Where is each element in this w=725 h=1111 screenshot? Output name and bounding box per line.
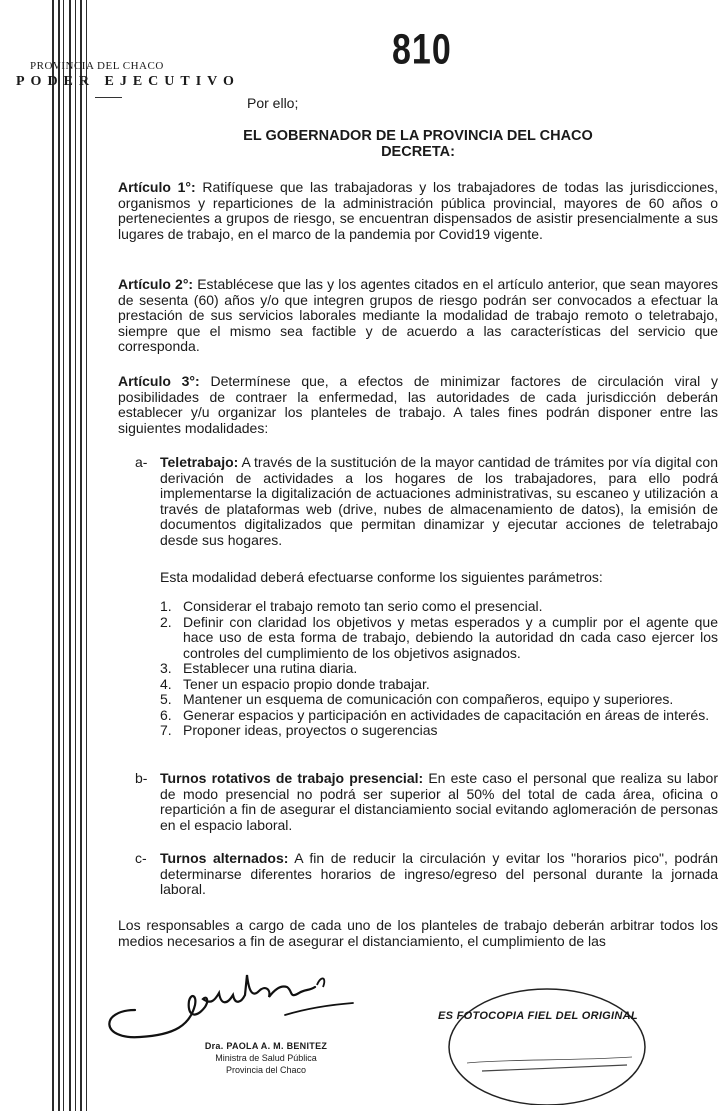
modality-a-marker: a- [135, 454, 148, 470]
modality-c-marker: c- [135, 850, 147, 866]
list-item: 7. Proponer ideas, proyectos o sugerencias [160, 722, 438, 738]
article-2-label: Artículo 2°: [118, 276, 194, 292]
signature-scrawl [95, 965, 365, 1045]
letterhead-power: PODER EJECUTIVO [16, 74, 240, 89]
article-1-text: Ratifíquese que las trabajadoras y los trabajadores de todas las jurisdicciones, organismos y reparticiones de la administración pública provincial, mayores de 60 años o pertenecientes a grupos de riesgo, se encuentran dispensados de asistir presencialmente a sus lugares de trabajo, en el marco de la pandemia por Covid19 vigente. [118, 179, 718, 242]
list-item: 3. Establecer una rutina diaria. [160, 660, 358, 676]
article-3-label: Artículo 3°: [118, 373, 200, 389]
decree-title-line1: EL GOBERNADOR DE LA PROVINCIA DEL CHACO [243, 128, 593, 144]
decree-title [118, 128, 718, 160]
modality-b-heading: Turnos rotativos de trabajo presencial: [160, 770, 424, 786]
binding-edge [0, 0, 95, 1111]
modality-b-marker: b- [135, 770, 148, 786]
article-1-label: Artículo 1°: [118, 179, 196, 195]
letterhead-rule [95, 97, 122, 98]
closing-paragraph: Los responsables a cargo de cada uno de los planteles de trabajo deberán arbitrar todos los medios necesarios a fin de asegurar el distanciamiento, el cumplimiento de las [118, 917, 718, 949]
parameters-list [160, 599, 718, 739]
modality-c-text: A fin de reducir la circulación y evitar los "horarios pico", podrán determinarse diferentes horarios de ingreso/egreso del personal durante la jornada laboral. [160, 850, 718, 897]
list-item: 1. Considerar el trabajo remoto tan serio como el presencial. [160, 598, 543, 614]
modality-c [135, 851, 718, 898]
article-2-text: Establécese que las y los agentes citados en el artículo anterior, que sean mayores de sesenta (60) años y/o que integren grupos de riesgo podrán ser convocados a efectuar la prestación de sus servicios laborales mediante la modalidad de trabajo remoto o teletrabajo, siempre que el mismo sea factible y de acuerdo a las características del servicio que corresponda. [118, 276, 718, 354]
decree-title-line2: DECRETA: [381, 144, 455, 160]
modality-a [135, 455, 718, 548]
document-number: 810 [392, 26, 452, 74]
signatory-name: Dra. PAOLA A. M. BENITEZ [204, 1041, 328, 1051]
modality-b [135, 771, 718, 833]
signatory-block [196, 1040, 336, 1076]
parameters-intro: Esta modalidad deberá efectuarse conforme los siguientes parámetros: [160, 569, 603, 585]
article-3 [118, 374, 718, 436]
article-2 [118, 277, 718, 355]
signatory-province: Provincia del Chaco [225, 1065, 307, 1075]
signatory-role: Ministra de Salud Pública [215, 1053, 317, 1063]
article-3-text: Determínese que, a efectos de minimizar factores de circulación viral y posibilidades de contraer la enfermedad, las autoridades de cada jurisdicción deberán establecer y/u organizar los planteles de trabajo. A tales fines podrán disponer entre las siguientes modalidades: [118, 373, 719, 436]
letterhead-province: PROVINCIA DEL CHACO [30, 60, 164, 72]
modality-a-text: A través de la sustitución de la mayor cantidad de trámites por vía digital con derivación de actividades a los hogares de los trabajadores, para ello podrá implementarse la digitalización de actuaciones administrativas, su escaneo y utilización a través de plataformas web (drive, nubes de almacenamiento de datos), la emisión de documentos digitalizados que permitan dinamizar y ejecutar acciones de teletrabajo desde sus hogares. [160, 454, 718, 548]
modality-c-heading: Turnos alternados: [160, 850, 289, 866]
modality-a-heading: Teletrabajo: [160, 454, 239, 470]
certification-stamp [447, 985, 647, 1105]
modality-b-text: En este caso el personal que realiza su labor de modo presencial no podrá ser superior al 50% del total de cada área, oficina o repartición a fin de asegurar el distanciamiento social evitando aglomeración de personas en el espacio laboral. [160, 770, 718, 833]
article-1 [118, 180, 718, 242]
list-item: 6. Generar espacios y participación en actividades de capacitación en áreas de interés. [160, 706, 710, 723]
list-item: 2. Definir con claridad los objetivos y metas esperados y a cumplir por el agente que hace uso de esta forma de trabajo, debiendo la autoridad dn cada caso ejercer los controles del cumplimiento de los objetivos asignados. [160, 613, 718, 661]
list-item: 4. Tener un espacio propio donde trabajar. [160, 675, 430, 692]
list-item: 5. Mantener un esquema de comunicación con compañeros, equipo y superiores. [160, 691, 674, 707]
intro-text: Por ello; [247, 95, 299, 111]
stamp-text: ES FOTOCOPIA FIEL DEL ORIGINAL [438, 1010, 638, 1022]
